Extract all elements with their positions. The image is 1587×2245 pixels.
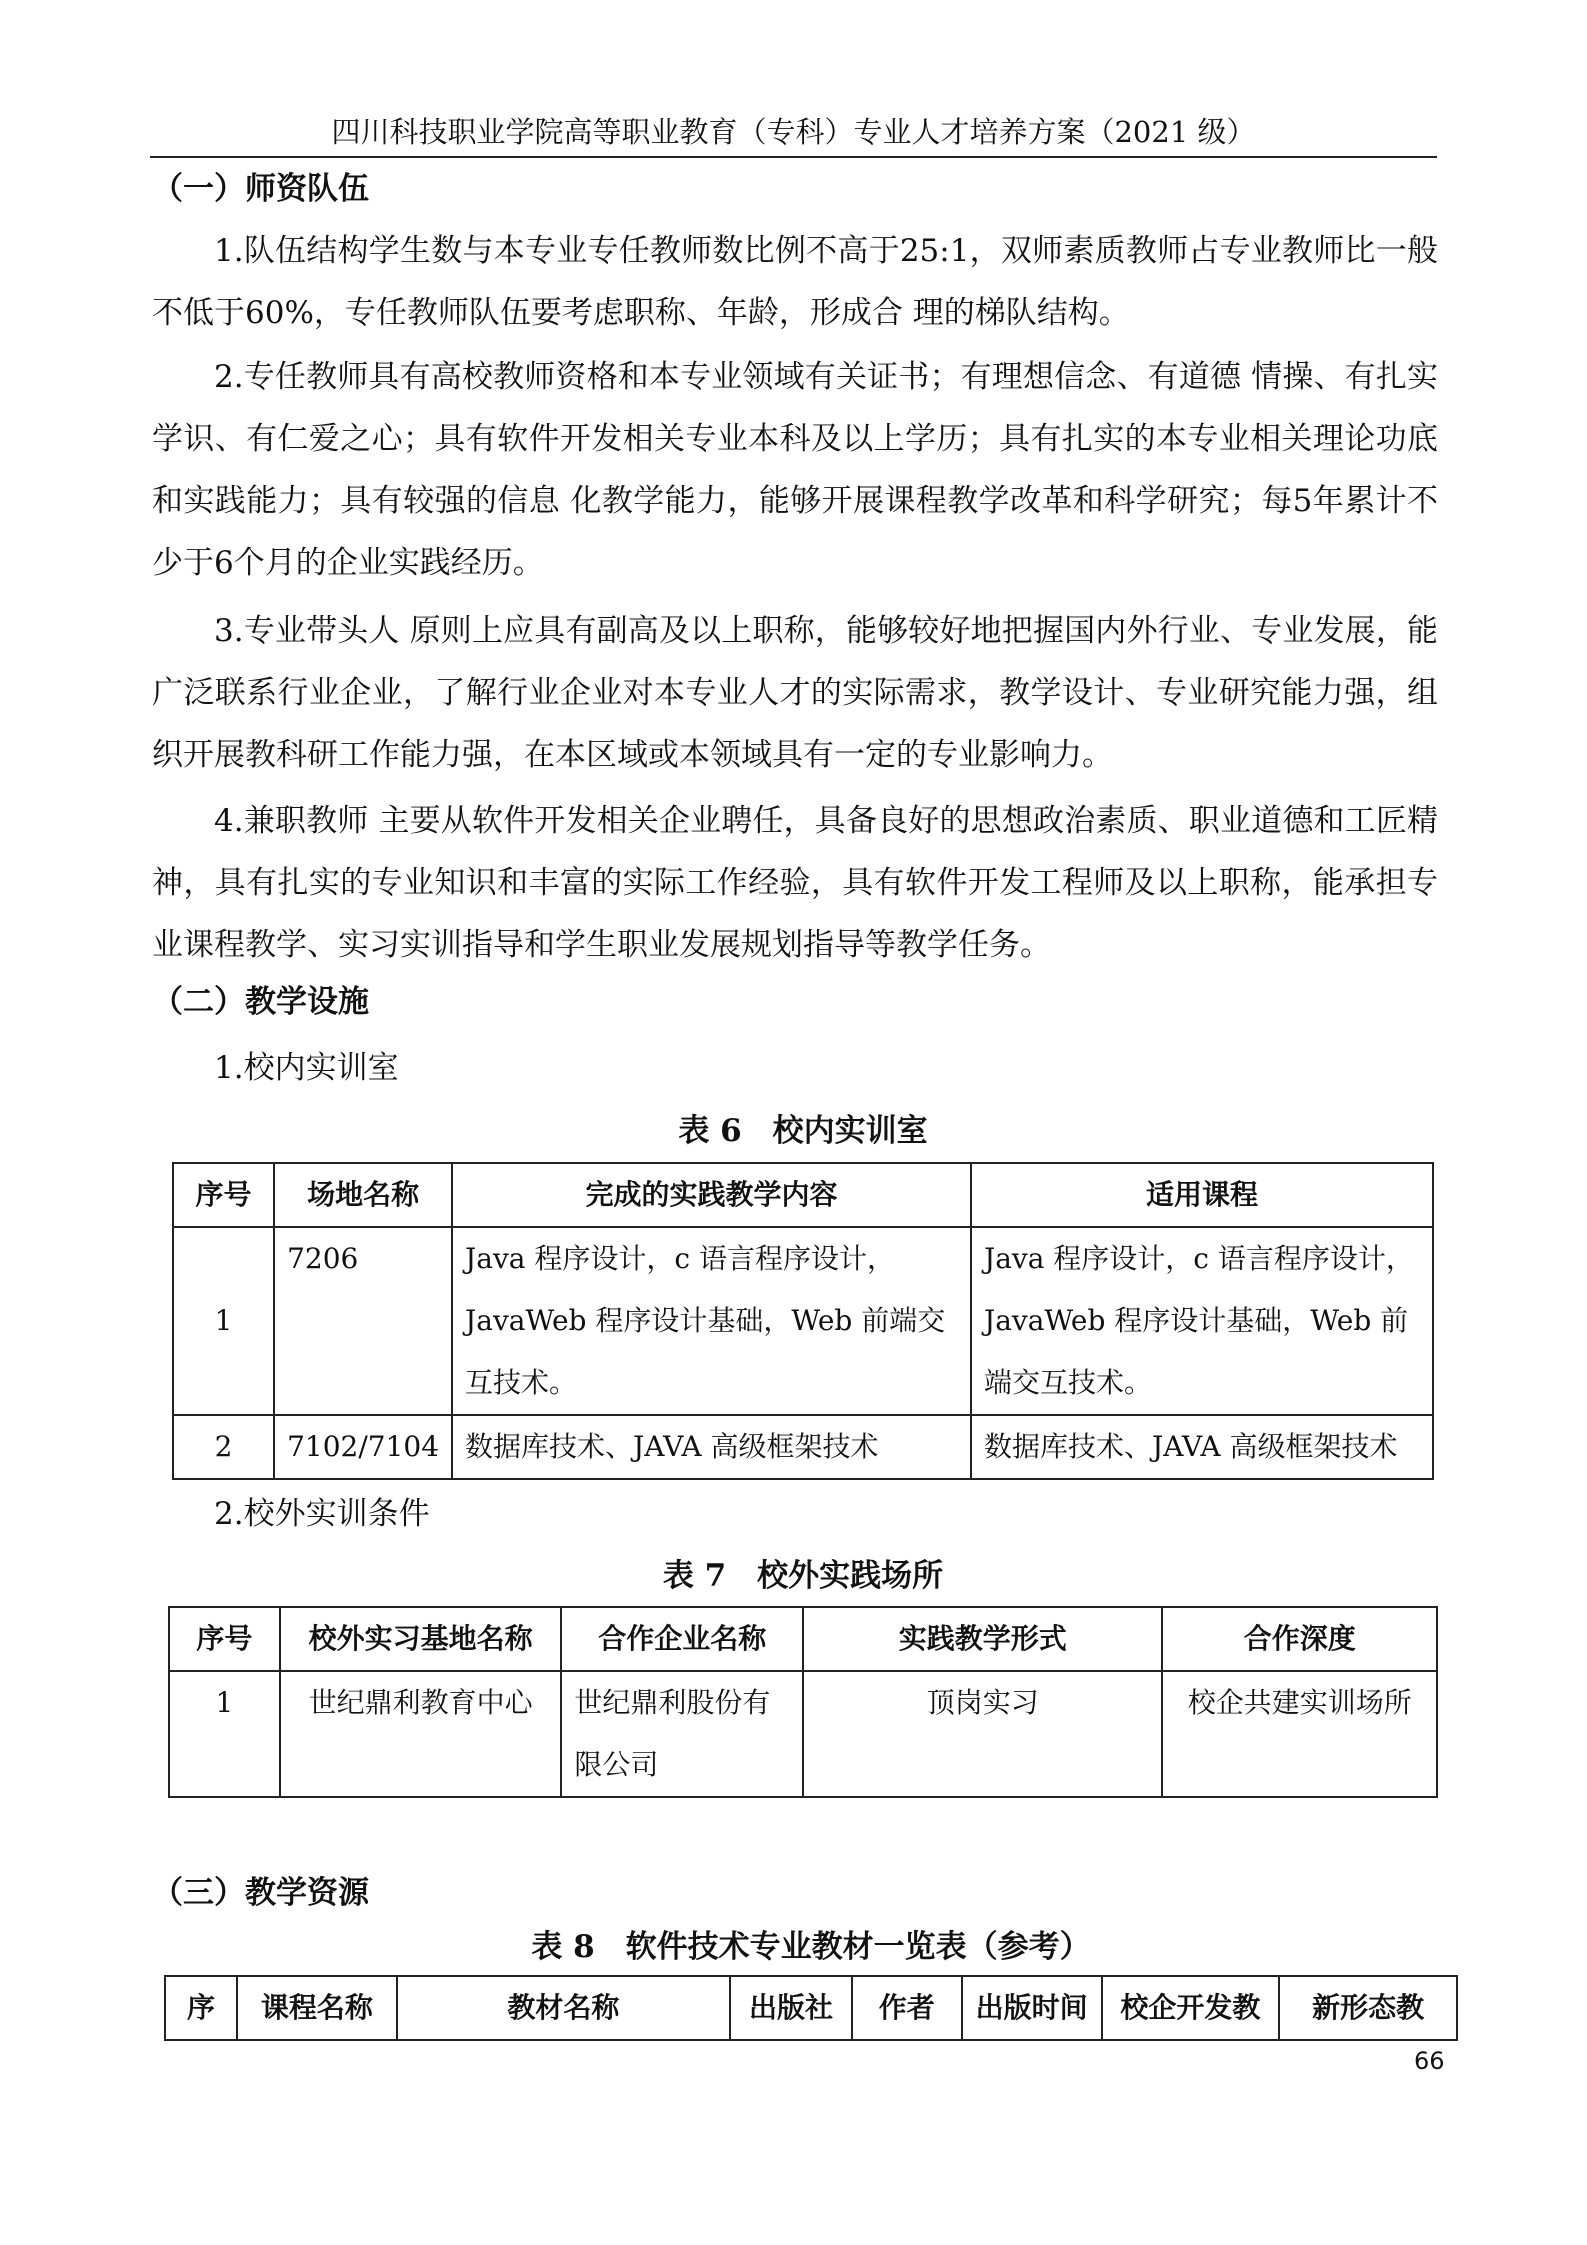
section-title-faculty: （一）师资队伍 xyxy=(152,171,369,207)
table6-cell-index: 1 xyxy=(173,1227,274,1415)
table7-header-cell: 序号 xyxy=(169,1607,280,1671)
table6-header-cell: 适用课程 xyxy=(971,1163,1433,1227)
table-row xyxy=(173,1415,1433,1479)
paragraph-4: 4.兼职教师 主要从软件开发相关企业聘任，具备良好的思想政治素质、职业道德和工匠精神，具有扎实的专业知识和丰富的实际工作经验，具有软件开发工程师及以上职称，能承担专业课程教学、实习实训指导和学生职业发展规划指导等教学任务。 xyxy=(152,803,1438,963)
table8-header-cell: 新形态教 xyxy=(1279,1976,1457,2040)
table8-header-cell: 课程名称 xyxy=(237,1976,397,2040)
table6-cell-courses: 数据库技术、JAVA 高级框架技术 xyxy=(971,1415,1433,1479)
paragraph-3: 3.专业带头人 原则上应具有副高及以上职称，能够较好地把握国内外行业、专业发展，能广泛联系行业企业，了解行业企业对本专业人才的实际需求，教学设计、专业研究能力强，组织开展教科研工作能力强，在本区域或本领域具有一定的专业影响力。 xyxy=(152,613,1438,773)
paragraph-1: 1.队伍结构学生数与本专业专任教师数比例不高于25:1，双师素质教师占专业教师比一般不低于60%，专任教师队伍要考虑职称、年龄，形成合 理的梯队结构。 xyxy=(152,233,1438,331)
table6-cell-content: 数据库技术、JAVA 高级框架技术 xyxy=(452,1415,971,1479)
table6-caption: 表 6 校内实训室 xyxy=(678,1113,928,1149)
table6-header-cell: 场地名称 xyxy=(274,1163,452,1227)
table7-header-cell: 合作企业名称 xyxy=(561,1607,803,1671)
table7-cell-index: 1 xyxy=(169,1671,280,1797)
table6-header-cell: 序号 xyxy=(173,1163,274,1227)
table7-header-cell: 实践教学形式 xyxy=(803,1607,1162,1671)
table8-header-cell: 教材名称 xyxy=(397,1976,730,2040)
table8-header-cell: 出版社 xyxy=(730,1976,852,2040)
table7-header-cell: 校外实习基地名称 xyxy=(280,1607,562,1671)
table7-cell-base: 世纪鼎利教育中心 xyxy=(280,1671,562,1797)
table6-header-row xyxy=(173,1163,1433,1227)
table7-cell-form: 顶岗实习 xyxy=(803,1671,1162,1797)
table8-header-row xyxy=(165,1976,1457,2040)
table7-header-row xyxy=(169,1607,1437,1671)
table6-cell-index: 2 xyxy=(173,1415,274,1479)
table8 xyxy=(164,1975,1458,2041)
table7-cell-depth: 校企共建实训场所 xyxy=(1162,1671,1437,1797)
table-row xyxy=(173,1227,1433,1415)
paragraph-2: 2.专任教师具有高校教师资格和本专业领域有关证书；有理想信念、有道德 情操、有扎实学识、有仁爱之心；具有软件开发相关专业本科及以上学历；具有扎实的本专业相关理论功底和实践能力；具有较强的信息 化教学能力，能够开展课程教学改革和科学研究；每5年累计不少于6个月的企业实践经历。 xyxy=(152,359,1438,581)
page-header: 四川科技职业学院高等职业教育（专科）专业人才培养方案（2021 级） xyxy=(331,115,1256,149)
table7-caption: 表 7 校外实践场所 xyxy=(662,1558,944,1594)
table6-header-cell: 完成的实践教学内容 xyxy=(452,1163,971,1227)
table6-cell-venue: 7206 xyxy=(274,1227,452,1415)
table8-header-cell: 序 xyxy=(165,1976,237,2040)
table-row xyxy=(169,1671,1437,1797)
table6 xyxy=(172,1162,1434,1480)
table7-cell-company: 世纪鼎利股份有限公司 xyxy=(561,1671,803,1797)
table7-header-cell: 合作深度 xyxy=(1162,1607,1437,1671)
table6-cell-content: Java 程序设计，c 语言程序设计，JavaWeb 程序设计基础，Web 前端交互技术。 xyxy=(452,1227,971,1415)
table8-header-cell: 校企开发教 xyxy=(1102,1976,1280,2040)
table6-cell-venue: 7102/7104 xyxy=(274,1415,452,1479)
table8-caption: 表 8 软件技术专业教材一览表（参考） xyxy=(531,1929,1091,1965)
table8-header-cell: 作者 xyxy=(852,1976,962,2040)
page-number: 66 xyxy=(1414,2047,1445,2075)
subsection-offcampus: 2.校外实训条件 xyxy=(214,1496,430,1532)
section-title-resources: （三）教学资源 xyxy=(152,1875,369,1911)
subsection-oncampus: 1.校内实训室 xyxy=(214,1050,399,1086)
section-title-facilities: （二）教学设施 xyxy=(152,984,369,1020)
table7 xyxy=(168,1606,1438,1798)
header-divider xyxy=(150,156,1437,158)
table8-header-cell: 出版时间 xyxy=(962,1976,1102,2040)
table6-cell-courses: Java 程序设计，c 语言程序设计，JavaWeb 程序设计基础，Web 前端交互技术。 xyxy=(971,1227,1433,1415)
